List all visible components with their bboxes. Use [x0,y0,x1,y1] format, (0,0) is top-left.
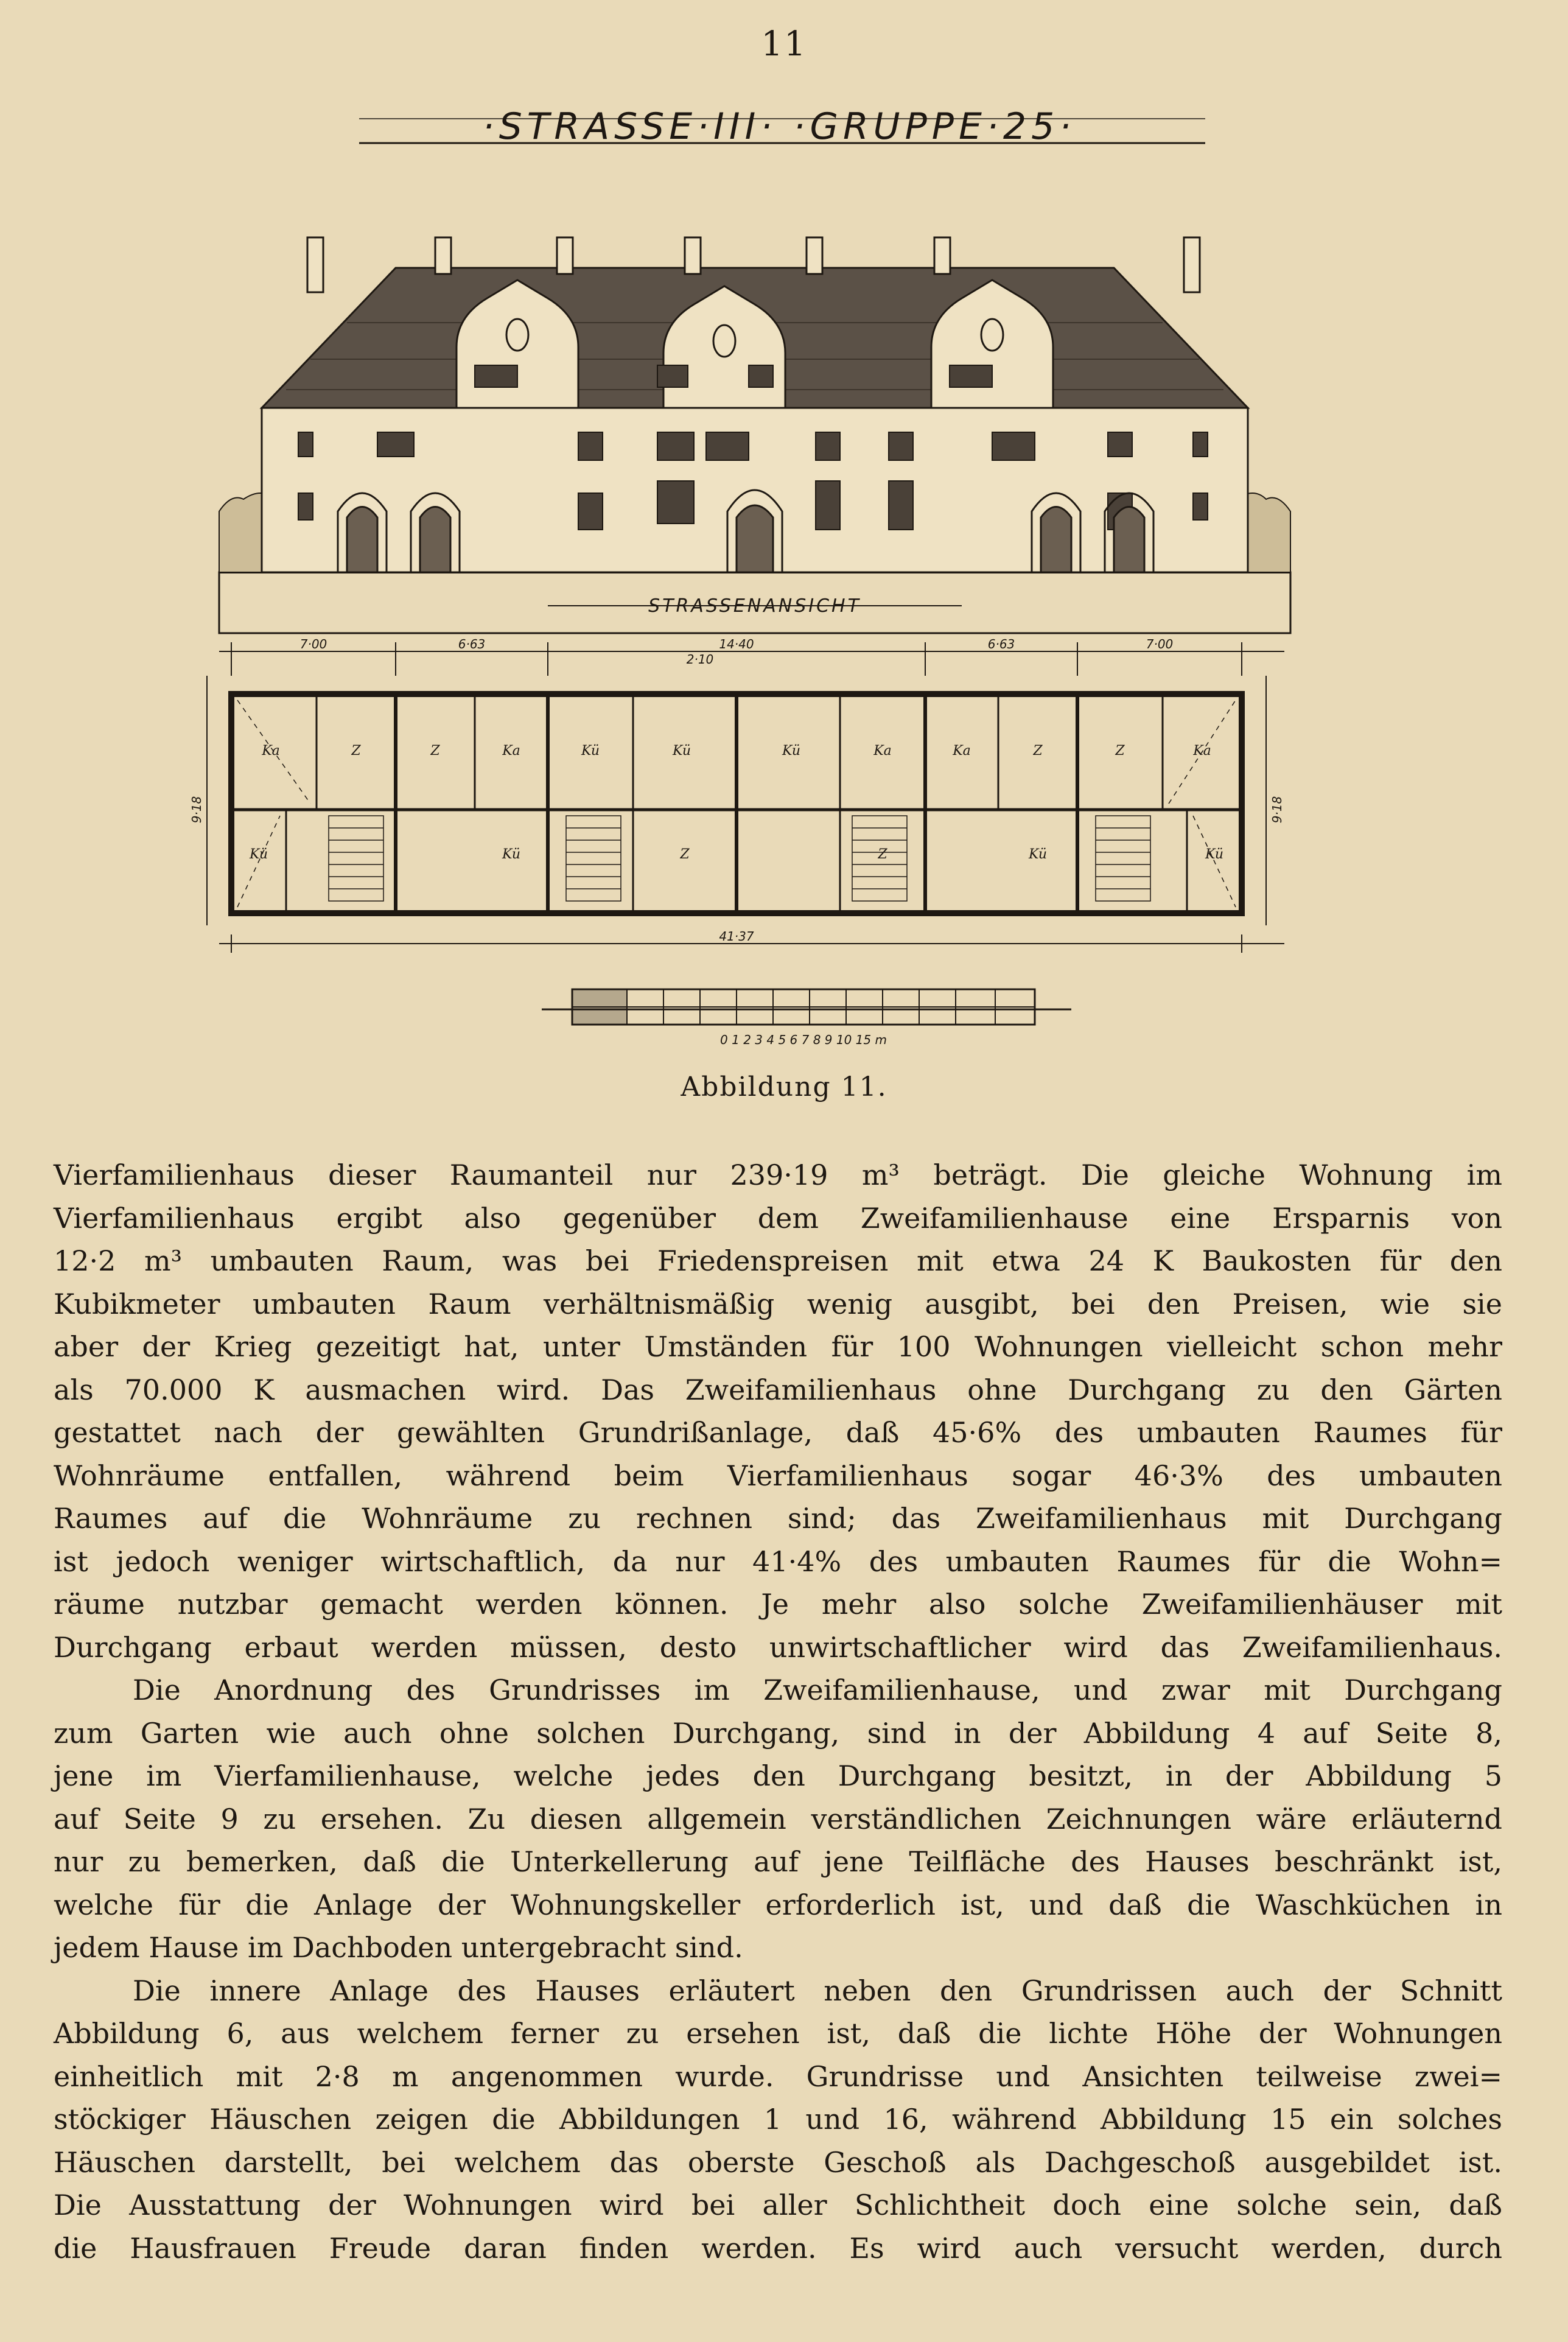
dim-total-length: 41·37 [719,929,754,944]
text-line: räume nutzbar gemacht werden können. Je mehr also solche Zweifamilienhäuser mit [54,1588,1502,1621]
text-line: Wohnräume entfallen, während beim Vierfamilienhaus sogar 46·3% des umbauten [54,1459,1502,1492]
room-label: Ka [262,743,280,759]
dim-left-mid: 6·63 [458,637,486,651]
text-line: zum Garten wie auch ohne solchen Durchgang, sind in der Abbildung 4 auf Seite 8, [54,1716,1502,1750]
room-label: Z [351,743,361,759]
architectural-figure [189,91,1315,1078]
room-label: Z [1033,743,1043,759]
text-line: auf Seite 9 zu ersehen. Zu diesen allgemein verständlichen Zeichnungen wäre erläuternd [54,1802,1502,1835]
room-label: Z [680,847,690,862]
room-label: Kü [672,743,691,759]
dim-depth-right: 9·18 [1270,796,1284,824]
room-label: Z [1115,743,1125,759]
text-line: aber der Krieg gezeitigt hat, unter Umständen für 100 Wohnungen vielleicht schon mehr [54,1330,1502,1363]
text-line: Raumes auf die Wohnräume zu rechnen sind; das Zweifamilienhaus mit Durchgang [54,1502,1502,1535]
room-label: Kü [581,743,600,759]
room-label: Ka [502,743,520,759]
text-line: 12·2 m³ umbauten Raum, was bei Friedenspreisen mit etwa 24 K Baukosten für den [54,1244,1502,1277]
room-label: Z [430,743,440,759]
room-label: Ka [1193,743,1211,759]
text-line: Die innere Anlage des Hauses erläutert neben den Grundrissen auch der Schnitt [133,1974,1502,2007]
page-number: 11 [761,24,807,64]
body-text [54,1154,1502,2270]
floor-plan [231,694,1242,913]
text-line: nur zu bemerken, daß die Unterkellerung auf jene Teilfläche des Hauses beschränkt ist, [54,1845,1502,1878]
text-line: Durchgang erbaut werden müssen, desto unwirtschaftlicher wird das Zweifamilienhaus. [54,1630,1502,1664]
paragraph [54,1669,1502,1969]
figure-title-text: ·STRASSE·III· ·GRUPPE·25· [482,105,1076,148]
text-line: einheitlich mit 2·8 m angenommen wurde. Grundrisse und Ansichten teilweise zwei= [54,2060,1502,2093]
text-line: gestattet nach der gewählten Grundrißanlage, daß 45·6% des umbauten Raumes für [54,1416,1502,1449]
scale-bar [542,989,1071,1025]
street-elevation [219,237,1290,633]
dim-center-inner: 2·10 [686,652,714,667]
text-line: ist jedoch weniger wirtschaftlich, da nur 41·4% des umbauten Raumes für die Wohn= [54,1544,1502,1578]
text-line: Kubikmeter umbauten Raum verhältnismäßig wenig ausgibt, bei den Preisen, wie sie [54,1287,1502,1320]
dim-left-wing: 7·00 [299,637,327,651]
room-label: Kü [502,847,521,862]
text-line: jene im Vierfamilienhause, welche jedes den Durchgang besitzt, in der Abbildung 5 [54,1759,1502,1792]
figure-caption: Abbildung 11. [681,1071,887,1103]
room-label: Kü [1205,847,1224,862]
text-line: Die Ausstattung der Wohnungen wird bei aller Schlichtheit doch eine solche sein, daß [54,2189,1502,2221]
dim-right-mid: 6·63 [987,637,1015,651]
text-line: stöckiger Häuschen zeigen die Abbildungen 1 und 16, während Abbildung 15 ein solches [54,2103,1502,2136]
text-line: Abbildung 6, aus welchem ferner zu ersehen ist, daß die lichte Höhe der Wohnungen [54,2017,1502,2050]
text-line: Vierfamilienhaus ergibt also gegenüber dem Zweifamilienhause eine Ersparnis von [54,1201,1502,1235]
elevation-label-text: STRASSENANSICHT [648,595,861,617]
room-label: Kü [249,847,268,862]
text-line: jedem Hause im Dachboden untergebracht sind. [54,1931,743,1964]
room-label: Kü [782,743,801,759]
room-label: Ka [953,743,971,759]
paragraph [54,1969,1502,2270]
dim-right-wing: 7·00 [1146,637,1174,651]
figure-title [359,105,1205,148]
room-label: Ka [873,743,892,759]
scale-bar-label: 0 1 2 3 4 5 6 7 8 9 10 15 m [720,1033,887,1047]
dim-depth-left: 9·18 [189,796,204,824]
dim-center: 14·40 [719,637,754,651]
text-line: die Hausfrauen Freude daran finden werden. Es wird auch versucht werden, durch [54,2231,1502,2265]
text-line: als 70.000 K ausmachen wird. Das Zweifamilienhaus ohne Durchgang zu den Gärten [54,1373,1502,1406]
text-line: welche für die Anlage der Wohnungskeller erforderlich ist, und daß die Waschküchen in [54,1888,1502,1921]
text-line: Vierfamilienhaus dieser Raumanteil nur 239·19 m³ beträgt. Die gleiche Wohnung im [54,1159,1502,1191]
room-label: Z [878,847,887,862]
text-line: Häuschen darstellt, bei welchem das oberste Geschoß als Dachgeschoß ausgebildet ist. [54,2145,1502,2179]
paragraph [54,1154,1502,1669]
text-line: Die Anordnung des Grundrisses im Zweifamilienhause, und zwar mit Durchgang [133,1674,1502,1706]
room-label: Kü [1028,847,1048,862]
figure-drawing [189,91,1315,1078]
